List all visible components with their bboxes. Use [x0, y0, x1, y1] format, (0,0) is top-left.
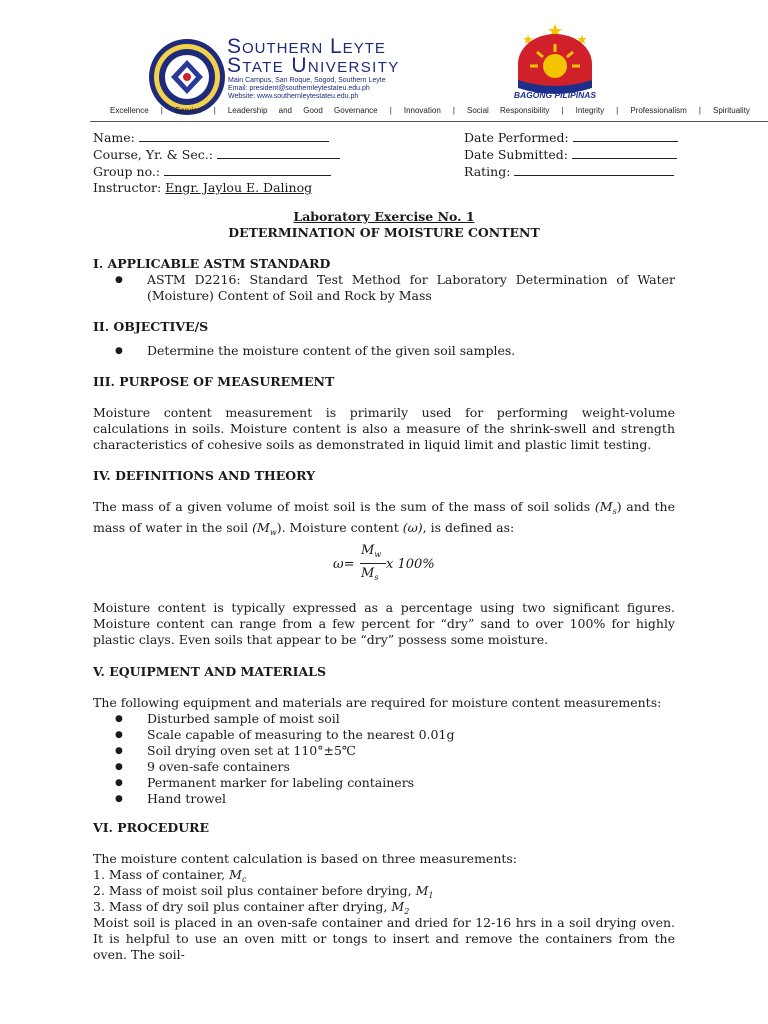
- subscript: c: [241, 875, 247, 884]
- header-divider: [90, 121, 768, 122]
- university-contact: [228, 77, 386, 101]
- text-span: M: [415, 883, 429, 898]
- course-label: Course, Yr. & Sec.:: [93, 147, 213, 162]
- university-address: Main Campus, San Roque, Sogod, Southern Leyte: [228, 77, 386, 84]
- formula-rhs: x 100%: [386, 557, 435, 572]
- formula-lhs: ω=: [333, 557, 355, 572]
- definition-paragraph: [93, 499, 675, 541]
- university-name: [227, 37, 400, 75]
- list-item: ● Hand trowel: [93, 791, 675, 807]
- bagong-pilipinas-label: BAGONG PILIPINAS: [513, 90, 597, 100]
- core-values-bar: Excellence | Service | Leadership and Good Governance | Innovation | Social Responsibility | Integrity | Professionalism | Spirituality: [110, 106, 750, 115]
- core-value: Professionalism: [630, 106, 687, 115]
- instructor-label: Instructor:: [93, 180, 162, 195]
- formula-numerator: [361, 543, 381, 559]
- name-label: Name:: [93, 130, 135, 145]
- text-span: M: [361, 566, 375, 581]
- university-name-line2: State University: [227, 54, 400, 77]
- text-span: M: [229, 867, 242, 882]
- university-name-line1: Southern Leyte: [227, 35, 386, 58]
- section-heading: V. EQUIPMENT AND MATERIALS: [93, 664, 326, 679]
- list-item: ● ASTM D2216: Standard Test Method for Laboratory Determination of Water (Moisture) Content of Soil and Rock by Mass: [93, 272, 675, 304]
- core-value: Service: [174, 106, 202, 115]
- student-info-fields: [93, 129, 340, 196]
- equipment-intro: The following equipment and materials are required for moisture content measurements:: [93, 695, 662, 710]
- subscript: s: [612, 507, 617, 516]
- section-heading: II. OBJECTIVE/S: [93, 319, 209, 334]
- list-item: ● Scale capable of measuring to the nearest 0.01g: [93, 727, 675, 743]
- exercise-title: [93, 209, 675, 225]
- date-performed-label: Date Performed:: [464, 130, 569, 145]
- subscript: 2: [404, 907, 410, 916]
- core-value: Social Responsibility: [467, 106, 550, 115]
- list-item: ● Disturbed sample of moist soil: [93, 711, 675, 727]
- university-seal-icon: [148, 38, 226, 116]
- group-field[interactable]: [164, 163, 331, 176]
- date-performed-field[interactable]: [573, 129, 678, 142]
- university-email: Email: president@southernleytestateu.edu.ph: [228, 85, 370, 92]
- text-span: (M: [252, 520, 270, 535]
- core-value: Integrity: [575, 106, 605, 115]
- list-item: ● 9 oven-safe containers: [93, 759, 675, 775]
- text-span: ). Moisture content: [276, 520, 403, 535]
- text-span: The mass of a given volume of moist soil is the sum of the mass of soil solids: [93, 499, 595, 514]
- rating-field[interactable]: [514, 163, 674, 176]
- formula-denominator: [361, 566, 378, 582]
- list-item: ● Determine the moisture content of the given soil samples.: [93, 343, 675, 359]
- text-span: ) and the mass of water in the soil: [93, 499, 675, 535]
- section-heading: I. APPLICABLE ASTM STANDARD: [93, 256, 331, 271]
- rating-label: Rating:: [464, 164, 511, 179]
- date-submitted-field[interactable]: [572, 146, 677, 159]
- exercise-title-text: Laboratory Exercise No. 1: [293, 209, 475, 224]
- astm-list: [93, 272, 675, 304]
- group-label: Group no.:: [93, 164, 161, 179]
- list-item: ● Soil drying oven set at 110°±5℃: [93, 743, 675, 759]
- text-span: 3. Mass of dry soil plus container after drying,: [93, 899, 392, 914]
- text-span: 1. Mass of container,: [93, 867, 230, 882]
- purpose-paragraph: Moisture content measurement is primarily used for performing weight-volume calculations in soils. Moisture content is also a measure of the shrink-swell and strength characteristics of cohesive soils as demonstrated in liquid limit and plastic limit testing.: [93, 405, 675, 452]
- text-span: 2. Mass of moist soil plus container before drying,: [93, 883, 416, 898]
- core-value: Leadership and Good Governance: [227, 106, 378, 115]
- subscript: 1: [428, 891, 434, 900]
- subscript: s: [374, 573, 379, 582]
- theory-paragraph: Moisture content is typically expressed as a percentage using two significant figures. Moisture content can range from a few percent for “dry” sand to over 100% for highly plastic clays. Even soils that appear to be “dry” possess some moisture.: [93, 600, 675, 647]
- exercise-subtitle: DETERMINATION OF MOISTURE CONTENT: [228, 225, 540, 240]
- subscript: w: [269, 528, 277, 537]
- text-span: M: [391, 899, 405, 914]
- equipment-list: [93, 711, 675, 807]
- omega-symbol: (ω): [402, 520, 423, 535]
- submission-info-fields: [464, 129, 678, 180]
- core-value: Spirituality: [713, 106, 750, 115]
- section-heading: VI. PROCEDURE: [93, 820, 210, 835]
- course-field[interactable]: [217, 146, 340, 159]
- procedure-paragraph: Moist soil is placed in an oven-safe container and dried for 12-16 hrs in a soil drying oven. It is helpful to use an oven mitt or tongs to insert and remove the containers from the oven. The soil-: [93, 915, 675, 962]
- instructor-name: Engr. Jaylou E. Dalinog: [165, 180, 313, 195]
- date-submitted-label: Date Submitted:: [464, 147, 568, 162]
- section-heading: III. PURPOSE OF MEASUREMENT: [93, 374, 335, 389]
- core-value: Excellence: [110, 106, 149, 115]
- text-span: , is defined as:: [422, 520, 515, 535]
- section-heading: IV. DEFINITIONS AND THEORY: [93, 468, 316, 483]
- objective-list: [93, 343, 675, 359]
- fraction-bar: [360, 563, 386, 564]
- procedure-intro: The moisture content calculation is based on three measurements:: [93, 851, 518, 866]
- text-span: M: [361, 543, 375, 558]
- name-field[interactable]: [139, 129, 329, 142]
- subscript: w: [374, 550, 382, 559]
- text-span: (M: [594, 499, 613, 514]
- list-item: ● Permanent marker for labeling containers: [93, 775, 675, 791]
- university-website: Website: www.southernleytestateu.edu.ph: [228, 93, 359, 100]
- core-value: Innovation: [403, 106, 441, 115]
